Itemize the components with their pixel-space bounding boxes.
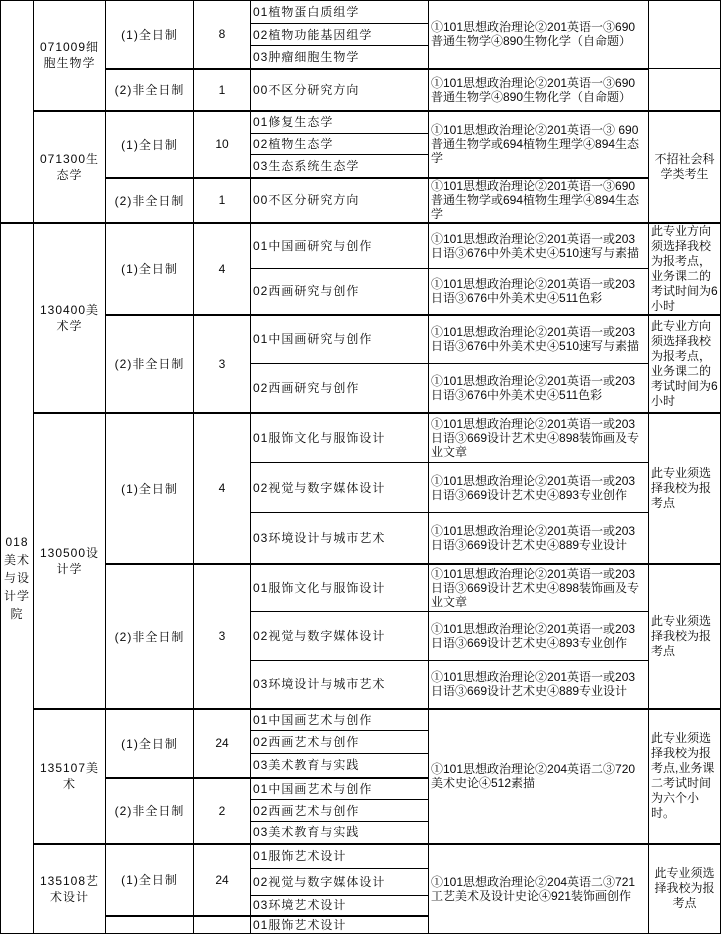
research-direction-cell: 01植物蛋白质组学 [251, 1, 429, 24]
enrollment-count-cell: 8 [194, 1, 251, 69]
major-cell: 071300生态学 [34, 111, 106, 223]
exam-subjects-cell: ①101思想政治理论②201英语一或203日语③669设计艺术史④893专业创作 [429, 612, 649, 661]
research-direction-cell: 01中国画研究与创作 [251, 315, 429, 364]
study-mode-cell: (1)全日制 [106, 413, 194, 564]
research-direction-cell: 03生态系统生态学 [251, 155, 429, 178]
research-direction-cell: 02植物生态学 [251, 134, 429, 155]
remarks-cell [649, 69, 721, 111]
research-direction-cell: 01中国画艺术与创作 [251, 709, 429, 731]
study-mode-cell: (1)全日制 [106, 709, 194, 778]
major-cell: 071009细胞生物学 [34, 1, 106, 111]
exam-subjects-cell: ①101思想政治理论②201英语一③690普通生物学或694植物生理学④894生态学 [429, 178, 649, 223]
research-direction-cell: 01服饰艺术设计 [251, 916, 429, 934]
research-direction-cell: 02视觉与数字媒体设计 [251, 612, 429, 661]
research-direction-cell: 02视觉与数字媒体设计 [251, 869, 429, 896]
study-mode-cell: (2)非全日制 [106, 69, 194, 111]
remarks-cell: 此专业方向须选择我校为报考点，业务课二的考试时间为6小时 [649, 223, 721, 315]
study-mode-cell: (1)全日制 [106, 111, 194, 178]
major-cell: 135108艺术设计 [34, 844, 106, 934]
exam-subjects-cell: ①101思想政治理论②201英语一或203日语③669设计艺术史④889专业设计 [429, 661, 649, 709]
major-cell: 135107美术 [34, 709, 106, 844]
research-direction-cell: 03美术教育与实践 [251, 822, 429, 844]
college-cell [1, 1, 34, 223]
research-direction-cell: 01修复生态学 [251, 111, 429, 134]
research-direction-cell: 03环境艺术设计 [251, 896, 429, 916]
enrollment-count-cell: 24 [194, 844, 251, 916]
enrollment-count-cell: 10 [194, 111, 251, 178]
research-direction-cell: 01服饰文化与服饰设计 [251, 413, 429, 463]
exam-subjects-cell: ①101思想政治理论②201英语一③690普通生物学④890生物化学（自命题） [429, 69, 649, 111]
remarks-cell: 此专业须选择我校为报考点 [649, 844, 721, 934]
enrollment-count-cell [194, 916, 251, 934]
research-direction-cell: 02西画研究与创作 [251, 364, 429, 413]
enrollment-count-cell: 3 [194, 564, 251, 709]
remarks-cell: 此专业须选择我校为报考点 [649, 413, 721, 564]
exam-subjects-cell: ①101思想政治理论②204英语二③720美术史论④512素描 [429, 709, 649, 844]
research-direction-cell: 02视觉与数字媒体设计 [251, 463, 429, 513]
research-direction-cell: 02植物功能基因组学 [251, 24, 429, 46]
exam-subjects-cell: ①101思想政治理论②201英语一或203日语③669设计艺术史④898装饰画及专业文章 [429, 564, 649, 612]
study-mode-cell: (1)全日制 [106, 223, 194, 315]
major-cell: 130500设计学 [34, 413, 106, 709]
enrollment-count-cell: 3 [194, 315, 251, 413]
study-mode-cell: (2)非全日制 [106, 564, 194, 709]
exam-subjects-cell: ①101思想政治理论②201英语一③ 690普通生物学或694植物生理学④894生态学 [429, 111, 649, 178]
research-direction-cell: 03环境设计与城市艺术 [251, 661, 429, 709]
enrollment-count-cell: 1 [194, 69, 251, 111]
exam-subjects-cell: ①101思想政治理论②201英语一或203日语③669设计艺术史④889专业设计 [429, 513, 649, 564]
study-mode-cell [106, 916, 194, 934]
remarks-cell: 不招社会科学类考生 [649, 111, 721, 223]
exam-subjects-cell: ①101思想政治理论②201英语一或203日语③676中外美术史④510速写与素描 [429, 223, 649, 269]
research-direction-cell: 02西画艺术与创作 [251, 731, 429, 754]
study-mode-cell: (2)非全日制 [106, 778, 194, 844]
exam-subjects-cell: ①101思想政治理论②201英语一或203日语③676中外美术史④510速写与素描 [429, 315, 649, 364]
enrollment-count-cell: 2 [194, 778, 251, 844]
college-cell: 018美术与设计学院 [1, 223, 34, 934]
study-mode-cell: (2)非全日制 [106, 315, 194, 413]
exam-subjects-cell: ①101思想政治理论②204英语二③721工艺美术及设计史论④921装饰画创作 [429, 844, 649, 934]
study-mode-cell: (1)全日制 [106, 1, 194, 69]
research-direction-cell: 01服饰文化与服饰设计 [251, 564, 429, 612]
enrollment-count-cell: 4 [194, 413, 251, 564]
research-direction-cell: 00不区分研究方向 [251, 69, 429, 111]
remarks-cell: 此专业方向须选择我校为报考点，业务课二的考试时间为6小时 [649, 315, 721, 413]
enrollment-count-cell: 24 [194, 709, 251, 778]
remarks-cell [649, 1, 721, 69]
exam-subjects-cell: ①101思想政治理论②201英语一③690普通生物学④890生物化学（自命题） [429, 1, 649, 69]
enrollment-count-cell: 4 [194, 223, 251, 315]
research-direction-cell: 03美术教育与实践 [251, 754, 429, 778]
exam-subjects-cell: ①101思想政治理论②201英语一或203日语③669设计艺术史④893专业创作 [429, 463, 649, 513]
exam-subjects-cell: ①101思想政治理论②201英语一或203日语③676中外美术史④511色彩 [429, 269, 649, 315]
enrollment-count-cell: 1 [194, 178, 251, 223]
research-direction-cell: 03环境设计与城市艺术 [251, 513, 429, 564]
research-direction-cell: 00不区分研究方向 [251, 178, 429, 223]
research-direction-cell: 01中国画艺术与创作 [251, 778, 429, 800]
exam-subjects-cell: ①101思想政治理论②201英语一或203日语③669设计艺术史④898装饰画及专业文章 [429, 413, 649, 463]
research-direction-cell: 03肿瘤细胞生物学 [251, 46, 429, 69]
major-cell: 130400美术学 [34, 223, 106, 413]
research-direction-cell: 02西画艺术与创作 [251, 800, 429, 822]
research-direction-cell: 02西画研究与创作 [251, 269, 429, 315]
research-direction-cell: 01服饰艺术设计 [251, 844, 429, 869]
exam-subjects-cell: ①101思想政治理论②201英语一或203日语③676中外美术史④511色彩 [429, 364, 649, 413]
remarks-cell: 此专业须选择我校为报考点 [649, 564, 721, 709]
remarks-cell: 此专业须选择我校为报考点,业务课二考试时间为六个小时。 [649, 709, 721, 844]
study-mode-cell: (2)非全日制 [106, 178, 194, 223]
research-direction-cell: 01中国画研究与创作 [251, 223, 429, 269]
study-mode-cell: (1)全日制 [106, 844, 194, 916]
